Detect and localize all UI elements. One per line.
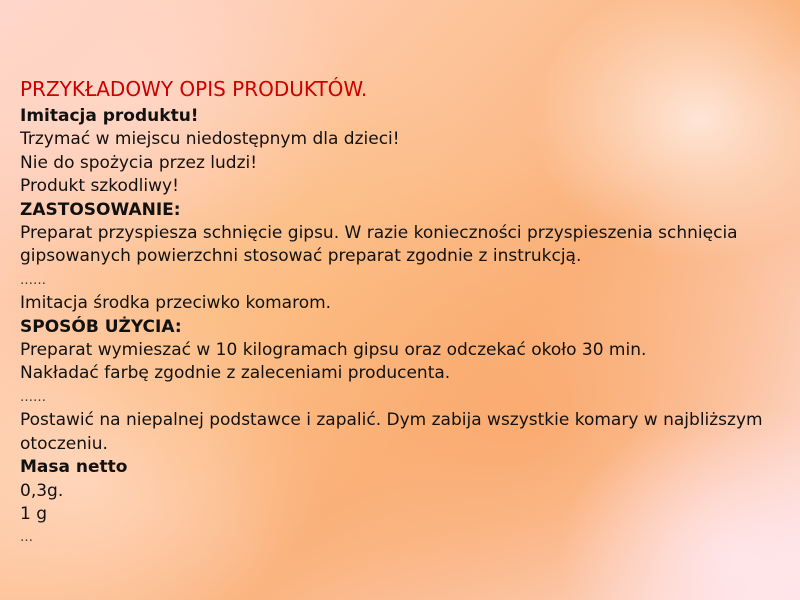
warning-children: Trzymać w miejscu niedostępnym dla dzieci! xyxy=(20,129,400,150)
warning-harmful: Produkt szkodliwy! xyxy=(20,176,179,197)
ellipsis-separator: …… xyxy=(20,389,46,405)
ellipsis-end: … xyxy=(20,530,33,546)
slide-content xyxy=(20,76,790,550)
usage-description: Preparat przyspiesza schnięcie gipsu. W razie konieczności przyspieszenia schnięcia gipsowanych powierzchni stosować preparat zgodnie z instrukcją. xyxy=(20,223,738,267)
method-paint: Nakładać farbę zgodnie z zaleceniami producenta. xyxy=(20,363,451,384)
net-mass-heading: Masa netto xyxy=(20,457,128,478)
method-mix: Preparat wymieszać w 10 kilogramach gipsu oraz odczekać około 30 min. xyxy=(20,340,647,361)
net-mass-alt: 1 g xyxy=(20,503,48,524)
section-heading-usage: ZASTOSOWANIE: xyxy=(20,199,181,220)
method-mosquito: Postawić na niepalnej podstawce i zapalić. Dym zabija wszystkie komary w najbliższym otoczeniu. xyxy=(20,410,763,454)
ellipsis-separator: …… xyxy=(20,272,46,288)
net-mass-value: 0,3g. xyxy=(20,480,64,501)
page-title: PRZYKŁADOWY OPIS PRODUKTÓW. xyxy=(20,77,368,101)
section-heading-method: SPOSÓB UŻYCIA: xyxy=(20,316,182,337)
warning-imitation: Imitacja produktu! xyxy=(20,106,199,126)
warning-consumption: Nie do spożycia przez ludzi! xyxy=(20,152,258,173)
imitation-mosquito: Imitacja środka przeciwko komarom. xyxy=(20,293,332,314)
